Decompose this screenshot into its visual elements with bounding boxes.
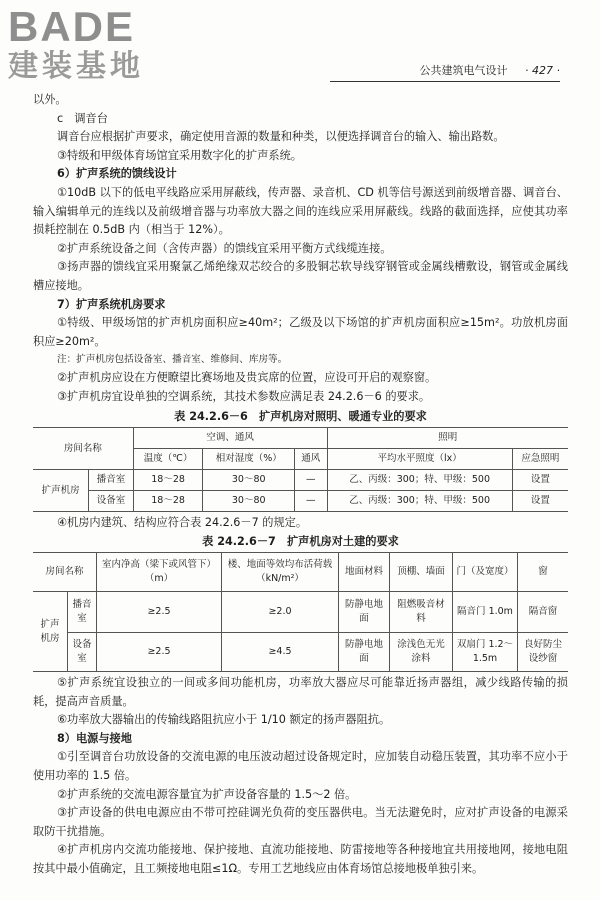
paragraph: ②扩声机房应设在方便瞭望比赛场地及贵宾席的位置，应设可开启的观察窗。 bbox=[57, 371, 437, 385]
table-caption: 表 24.2.6－6 扩声机房对照明、暖通专业的要求 bbox=[174, 409, 427, 423]
table-cell: 18～28 bbox=[133, 490, 203, 511]
text-line: 以外。 bbox=[33, 93, 67, 106]
table-cell: 播音室 bbox=[68, 592, 97, 633]
paragraph: ⑤扩声系统宜设独立的一间或多间功能机房，功率放大器应尽可能靠近扬声器组，减少线路传输的损耗，提高声音质量。 bbox=[33, 676, 568, 708]
note: 注：扩声机房包括设备室、播音室、维修间、库房等。 bbox=[57, 354, 288, 366]
paragraph: ③扬声器的馈线宜采用聚氯乙烯绝缘双芯绞合的多股铜芯软导线穿钢管或金属线槽敷设，钢管或金属线槽应接地。 bbox=[33, 260, 568, 292]
civil-requirements-table bbox=[33, 552, 568, 672]
table-cell: 双扇门 1.2～1.5m bbox=[453, 633, 518, 672]
table-cell: 播音室 bbox=[89, 469, 133, 490]
table-cell: 防静电地面 bbox=[339, 633, 390, 672]
table-group-cell: 扩声机房 bbox=[33, 592, 68, 672]
table-cell: 乙、丙级：300；特、甲级：500 bbox=[327, 490, 512, 511]
page-body bbox=[33, 91, 568, 879]
table-header: 照明 bbox=[327, 427, 568, 448]
table-cell: ≥4.5 bbox=[222, 633, 339, 672]
table-cell: 乙、丙级：300；特、甲级：500 bbox=[327, 469, 512, 490]
table-cell: — bbox=[294, 490, 327, 511]
table-header: 应急照明 bbox=[512, 448, 568, 469]
table-cell: ≥2.5 bbox=[97, 633, 222, 672]
table-cell: 隔音门 1.0m bbox=[453, 592, 518, 633]
table-cell: ≥2.5 bbox=[97, 592, 222, 633]
subsection-heading: c 调音台 bbox=[57, 111, 108, 125]
section-heading: 7）扩声系统机房要求 bbox=[57, 297, 166, 311]
table-cell: 良好防尘设纱窗 bbox=[518, 633, 569, 672]
logo-subtitle: 建装基地 bbox=[8, 49, 144, 84]
text-line: 调音台应根据扩声要求，确定使用音源的数量和种类，以便选择调音台的输入、输出路数。 bbox=[57, 130, 505, 144]
table-header: 门（及宽度） bbox=[453, 553, 518, 592]
table-header: 楼、地面等效均布活荷载（kN/m²） bbox=[222, 553, 339, 592]
table-cell: 涂浅色无光涂料 bbox=[390, 633, 453, 672]
table-cell: 设备室 bbox=[89, 490, 133, 511]
paragraph: ⑥功率放大器输出的传输线路阻抗应小于 1/10 额定的扬声器阻抗。 bbox=[57, 713, 391, 727]
page-header bbox=[330, 62, 560, 82]
paragraph: ①特级、甲级场馆的扩声机房面积应≥40m²；乙级及以下场馆的扩声机房面积应≥15m²。功放机房面积应≥20m²。 bbox=[33, 316, 568, 348]
table-header: 平均水平照度（lx） bbox=[327, 448, 512, 469]
table-header: 温度（℃） bbox=[133, 448, 203, 469]
page-number: · 427 · bbox=[525, 64, 560, 77]
paragraph: ③扩声设备的供电电源应由不带可控硅调光负荷的变压器供电。当无法避免时，应对扩声设备的电源采取防干扰措施。 bbox=[33, 806, 568, 838]
hvac-lighting-table bbox=[33, 427, 568, 512]
table-header: 顶棚、墙面 bbox=[390, 553, 453, 592]
table-cell: 防静电地面 bbox=[339, 592, 390, 633]
paragraph: ①引至调音台功放设备的交流电源的电压波动超过设备规定时，应加装自动稳压装置，其功率不应小于使用功率的 1.5 倍。 bbox=[33, 750, 568, 783]
table-cell: 设置 bbox=[512, 469, 568, 490]
table-cell: 阻燃吸音材料 bbox=[390, 592, 453, 633]
text-line: ④机房内建筑、结构应符合表 24.2.6－7 的规定。 bbox=[57, 515, 308, 529]
table-cell: ≥2.0 bbox=[222, 592, 339, 633]
table-cell: 18～28 bbox=[133, 469, 203, 490]
paragraph: ②扩声系统设备之间（含传声器）的馈线宜采用平衡方式线缆连接。 bbox=[57, 241, 392, 255]
table-header: 窗 bbox=[518, 553, 569, 592]
paragraph: ①10dB 以下的低电平线路应采用屏蔽线，传声器、录音机、CD 机等信号源送到前级增音器、调音台、输入编辑单元的连线以及前级增音器与功率放大器之间的连线应采用屏蔽线。线路的截面选择，应使其功率损耗控制在 0.5dB 内（相当于 12%）。 bbox=[33, 185, 568, 237]
section-heading: 6）扩声系统的馈线设计 bbox=[57, 167, 177, 181]
table-cell: — bbox=[294, 469, 327, 490]
logo-brand-text: BADE bbox=[8, 3, 136, 50]
table-header: 空调、通风 bbox=[133, 427, 327, 448]
text-line: ③特级和甲级体育场馆宜采用数字化的扩声系统。 bbox=[57, 148, 302, 162]
paragraph: ④扩声机房内交流功能接地、保护接地、直流功能接地、防雷接地等各种接地宜共用接地网，接地电阻按其中最小值确定，且工频接地电阻≤1Ω。专用工艺地线应由体育场馆总接地极单独引来。 bbox=[33, 843, 568, 876]
table-cell: 隔音窗 bbox=[518, 592, 569, 633]
table-group-cell: 扩声机房 bbox=[33, 469, 89, 511]
table-cell: 设置 bbox=[512, 490, 568, 511]
running-title: 公共建筑电气设计 bbox=[419, 64, 508, 77]
brand-logo bbox=[8, 3, 198, 88]
table-header: 房间名称 bbox=[33, 427, 133, 469]
table-cell: 30～80 bbox=[203, 469, 294, 490]
table-cell: 设备室 bbox=[68, 633, 97, 672]
section-heading: 8）电源与接地 bbox=[57, 731, 132, 745]
table-cell: 30～80 bbox=[203, 490, 294, 511]
table-header: 通风 bbox=[294, 448, 327, 469]
table-header: 室内净高（梁下或风管下）（m） bbox=[97, 553, 222, 592]
paragraph: ②扩声系统的交流电源容量宜为扩声设备容量的 1.5～2 倍。 bbox=[57, 787, 357, 801]
table-header: 房间名称 bbox=[33, 553, 97, 592]
paragraph: ③扩声机房宜设单独的空调系统，其技术参数应满足表 24.2.6－6 的要求。 bbox=[57, 389, 431, 403]
table-caption: 表 24.2.6－7 扩声机房对土建的要求 bbox=[202, 535, 399, 549]
table-header: 相对湿度（%） bbox=[203, 448, 294, 469]
table-header: 地面材料 bbox=[339, 553, 390, 592]
